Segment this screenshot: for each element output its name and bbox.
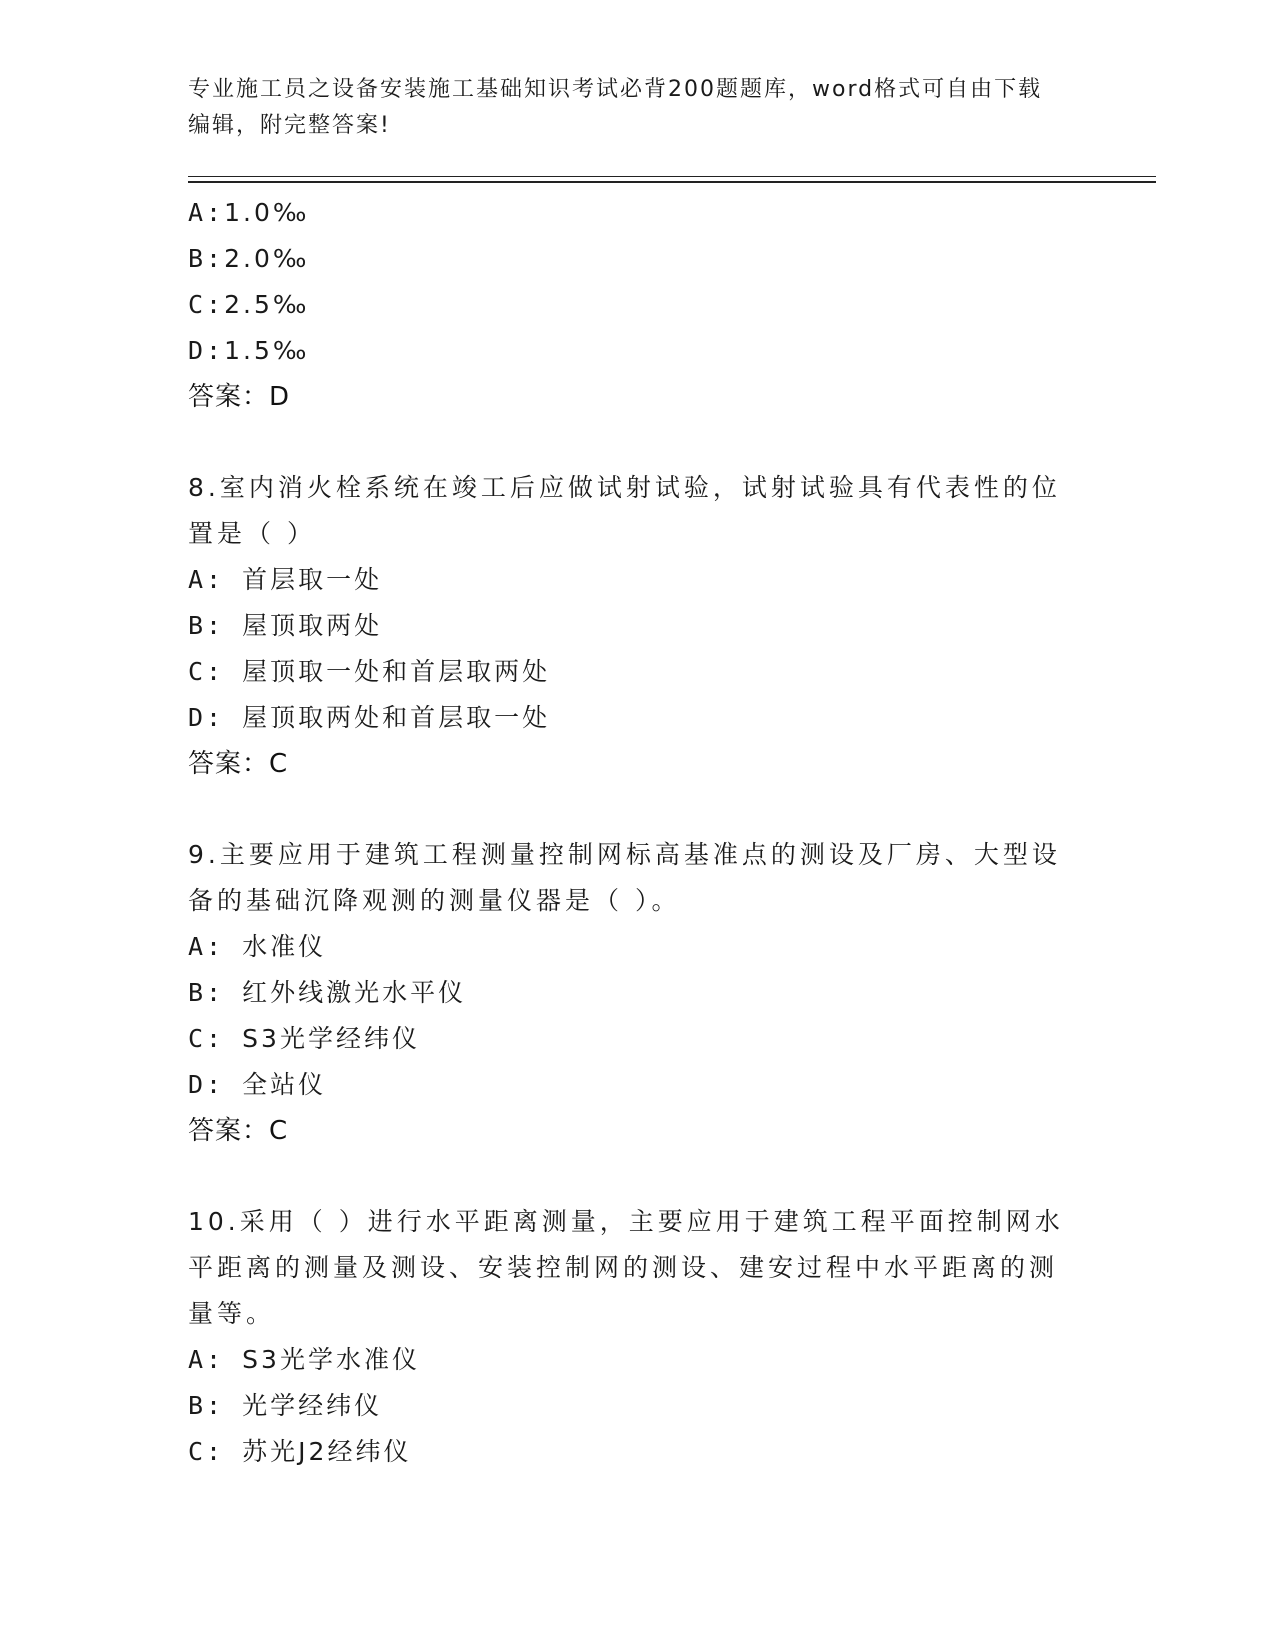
option-text: 屋顶取一处和首层取两处: [242, 657, 551, 686]
option-letter: D:: [188, 703, 225, 732]
option-text: 2.5‰: [224, 290, 310, 319]
question-stem-line: 9.主要应用于建筑工程测量控制网标高基准点的测设及厂房、大型设: [188, 840, 1061, 869]
header-rule-thin: [188, 176, 1156, 177]
question-stem-line: 备的基础沉降观测的测量仪器是（ ）。: [188, 886, 681, 915]
question-10: [188, 1199, 1068, 1475]
question-stem-line: 10.采用（ ）进行水平距离测量，主要应用于建筑工程平面控制网水: [188, 1207, 1064, 1236]
answer-line: 答案：C: [188, 749, 289, 779]
option-a: [188, 1337, 1068, 1383]
option-d: [188, 328, 1068, 374]
question-stem-line: 量等。: [188, 1299, 276, 1328]
option-b: [188, 236, 1068, 282]
question-7-options: [188, 190, 1068, 420]
question-stem-line: 平距离的测量及测设、安装控制网的测设、建安过程中水平距离的测: [188, 1253, 1059, 1282]
option-text: 全站仪: [242, 1070, 327, 1099]
option-a: [188, 190, 1068, 236]
option-letter: A:: [188, 565, 225, 594]
option-c: [188, 1016, 1068, 1062]
header-rule-thick: [188, 181, 1156, 183]
header-title-line-1: 专业施工员之设备安装施工基础知识考试必背200题题库，word格式可自由下载: [188, 77, 1043, 102]
option-text: S3光学水准仪: [242, 1345, 420, 1374]
option-text: 屋顶取两处和首层取一处: [242, 703, 551, 732]
option-text: S3光学经纬仪: [242, 1024, 420, 1053]
option-text: 水准仪: [242, 932, 327, 961]
document-header: [188, 72, 1068, 144]
option-letter: C:: [188, 1437, 225, 1466]
option-c: [188, 282, 1068, 328]
option-text: 2.0‰: [224, 244, 310, 273]
option-letter: A:: [188, 198, 225, 227]
document-body: [188, 190, 1068, 1475]
option-letter: B:: [188, 611, 225, 640]
option-a: [188, 924, 1068, 970]
option-d: [188, 695, 1068, 741]
header-title-line-2: 编辑，附完整答案!: [188, 113, 391, 138]
option-text: 1.0‰: [224, 198, 310, 227]
option-letter: C:: [188, 1024, 225, 1053]
answer-line: 答案：C: [188, 1116, 289, 1146]
option-letter: D:: [188, 1070, 225, 1099]
option-letter: B:: [188, 1391, 225, 1420]
option-b: [188, 970, 1068, 1016]
question-stem-line: 8.室内消火栓系统在竣工后应做试射试验，试射试验具有代表性的位: [188, 473, 1061, 502]
question-stem-line: 置是（ ）: [188, 519, 316, 548]
option-c: [188, 649, 1068, 695]
option-letter: A:: [188, 1345, 225, 1374]
question-9: [188, 832, 1068, 1154]
option-letter: C:: [188, 657, 225, 686]
option-text: 光学经纬仪: [242, 1391, 383, 1420]
option-letter: C:: [188, 290, 225, 319]
question-8: [188, 465, 1068, 787]
option-c: [188, 1429, 1068, 1475]
option-text: 红外线激光水平仪: [242, 978, 467, 1007]
option-a: [188, 557, 1068, 603]
option-text: 屋顶取两处: [242, 611, 383, 640]
option-letter: D:: [188, 336, 225, 365]
option-letter: B:: [188, 244, 225, 273]
option-letter: B:: [188, 978, 225, 1007]
option-text: 首层取一处: [242, 565, 383, 594]
option-text: 1.5‰: [224, 336, 310, 365]
option-text: 苏光J2经纬仪: [242, 1437, 412, 1466]
option-b: [188, 603, 1068, 649]
option-b: [188, 1383, 1068, 1429]
option-d: [188, 1062, 1068, 1108]
answer-line: 答案：D: [188, 382, 291, 412]
option-letter: A:: [188, 932, 225, 961]
